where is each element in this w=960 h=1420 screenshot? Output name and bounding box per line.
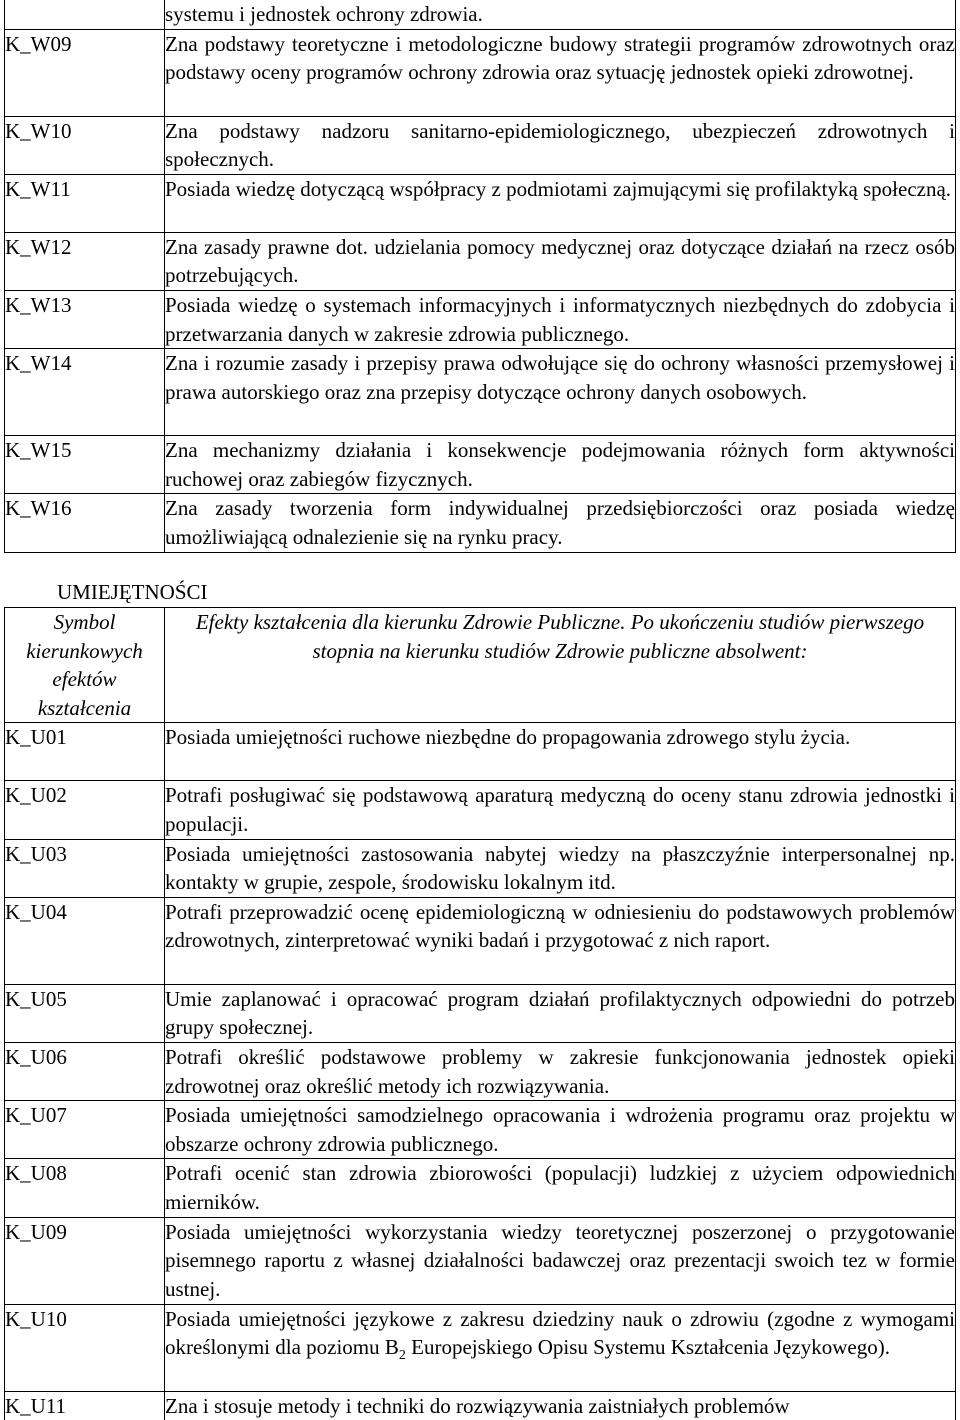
outcome-description: Posiada umiejętności samodzielnego opracowania i wdrożenia programu oraz projektu w obszarze ochrony zdrowia publicznego.: [165, 1101, 956, 1159]
outcome-description: Posiada umiejętności zastosowania nabytej wiedzy na płaszczyźnie interpersonalnej np. kontakty w grupie, zespole, środowisku lokalnym itd.: [165, 839, 956, 897]
outcome-code: [5, 0, 165, 29]
outcome-description: Posiada umiejętności wykorzystania wiedzy teoretycznej poszerzonej o przygotowanie pisemnego raportu z własnej działalności badawczej oraz prezentacji swoich tez w formie ustnej.: [165, 1217, 956, 1304]
outcome-code: K_U05: [5, 984, 165, 1042]
table-row: [5, 0, 956, 29]
outcome-description: Zna zasady prawne dot. udzielania pomocy medycznej oraz dotyczące działań na rzecz osób potrzebujących.: [165, 232, 956, 290]
outcome-code: K_W12: [5, 232, 165, 290]
outcome-description: Potrafi ocenić stan zdrowia zbiorowości (populacji) ludzkiej z użyciem odpowiednich mierników.: [165, 1159, 956, 1217]
description-text: Posiada umiejętności językowe z zakresu dziedziny nauk o zdrowiu (zgodne z wymogami określonymi dla poziomu B: [165, 1306, 955, 1360]
level-subscript: 2: [398, 1348, 406, 1364]
outcome-code: K_U06: [5, 1042, 165, 1100]
outcome-description: Potrafi posługiwać się podstawową aparaturą medyczną do oceny stanu zdrowia jednostki i populacji.: [165, 781, 956, 839]
table-row: [5, 1042, 956, 1100]
outcome-description: Potrafi określić podstawowe problemy w zakresie funkcjonowania jednostek opieki zdrowotnej oraz określić metody ich rozwiązywania.: [165, 1042, 956, 1100]
outcome-description: Zna mechanizmy działania i konsekwencje podejmowania różnych form aktywności ruchowej oraz zabiegów fizycznych.: [165, 436, 956, 494]
table-row: [5, 897, 956, 984]
table-row: [5, 723, 956, 781]
outcome-code: K_W14: [5, 349, 165, 436]
table-row: [5, 29, 956, 116]
outcome-code: K_U07: [5, 1101, 165, 1159]
outcome-code: K_W09: [5, 29, 165, 116]
outcome-description: Zna zasady tworzenia form indywidualnej przedsiębiorczości oraz posiada wiedzę umożliwiającą odnalezienie się na rynku pracy.: [165, 494, 956, 552]
description-text: Europejskiego Opisu Systemu Kształcenia Językowego).: [405, 1335, 890, 1360]
table-row: [5, 436, 956, 494]
table-row: [5, 1101, 956, 1159]
table-row: [5, 174, 956, 232]
outcome-code: K_U11: [5, 1391, 165, 1420]
outcome-code: K_U08: [5, 1159, 165, 1217]
outcome-description: Posiada wiedzę o systemach informacyjnych i informatycznych niezbędnych do zdobycia i przetwarzania danych w zakresie zdrowia publicznego.: [165, 290, 956, 348]
outcome-description: Zna i rozumie zasady i przepisy prawa odwołujące się do ochrony własności przemysłowej i prawa autorskiego oraz zna przepisy dotyczące ochrony danych osobowych.: [165, 349, 956, 436]
outcome-code: K_W16: [5, 494, 165, 552]
outcome-code: K_U04: [5, 897, 165, 984]
table-row: [5, 1304, 956, 1391]
outcome-description: Posiada wiedzę dotyczącą współpracy z podmiotami zajmującymi się profilaktyką społeczną.: [165, 174, 956, 232]
outcome-code: K_U01: [5, 723, 165, 781]
outcome-description: Umie zaplanować i opracować program działań profilaktycznych odpowiedni do potrzeb grupy społecznej.: [165, 984, 956, 1042]
outcome-code: K_U02: [5, 781, 165, 839]
table-row: [5, 1391, 956, 1420]
symbol-column-header: Symbol kierunkowych efektów kształcenia: [5, 608, 165, 723]
outcome-code: K_U03: [5, 839, 165, 897]
outcome-description: Zna podstawy teoretyczne i metodologiczne budowy strategii programów zdrowotnych oraz podstawy oceny programów ochrony zdrowia oraz sytuację jednostek opieki zdrowotnej.: [165, 29, 956, 116]
table-row: [5, 290, 956, 348]
knowledge-outcomes-table: [4, 0, 956, 553]
table-row: [5, 839, 956, 897]
effects-column-header: Efekty kształcenia dla kierunku Zdrowie Publiczne. Po ukończeniu studiów pierwszego stopnia na kierunku studiów Zdrowie publiczne absolwent:: [165, 608, 956, 723]
outcome-description: Potrafi przeprowadzić ocenę epidemiologiczną w odniesieniu do podstawowych problemów zdrowotnych, zinterpretować wyniki badań i przygotować z nich raport.: [165, 897, 956, 984]
outcome-description: Zna podstawy nadzoru sanitarno-epidemiologicznego, ubezpieczeń zdrowotnych i społecznych.: [165, 116, 956, 174]
table-row: [5, 781, 956, 839]
outcome-code: K_W15: [5, 436, 165, 494]
outcome-description: [165, 1304, 956, 1391]
table-row: [5, 349, 956, 436]
table-row: [5, 494, 956, 552]
table-row: [5, 1159, 956, 1217]
table-row: [5, 984, 956, 1042]
table-row: [5, 232, 956, 290]
outcome-code: K_U10: [5, 1304, 165, 1391]
table-header-row: [5, 608, 956, 723]
outcome-code: K_W10: [5, 116, 165, 174]
table-row: [5, 1217, 956, 1304]
section-title: UMIEJĘTNOŚCI: [57, 580, 208, 604]
outcome-description: Posiada umiejętności ruchowe niezbędne do propagowania zdrowego stylu życia.: [165, 723, 956, 781]
table-row: [5, 116, 956, 174]
outcome-description: Zna i stosuje metody i techniki do rozwiązywania zaistniałych problemów: [165, 1391, 956, 1420]
outcome-code: K_W11: [5, 174, 165, 232]
skills-outcomes-table: [4, 607, 956, 1420]
outcome-code: K_W13: [5, 290, 165, 348]
outcome-description: systemu i jednostek ochrony zdrowia.: [165, 0, 956, 29]
outcome-code: K_U09: [5, 1217, 165, 1304]
